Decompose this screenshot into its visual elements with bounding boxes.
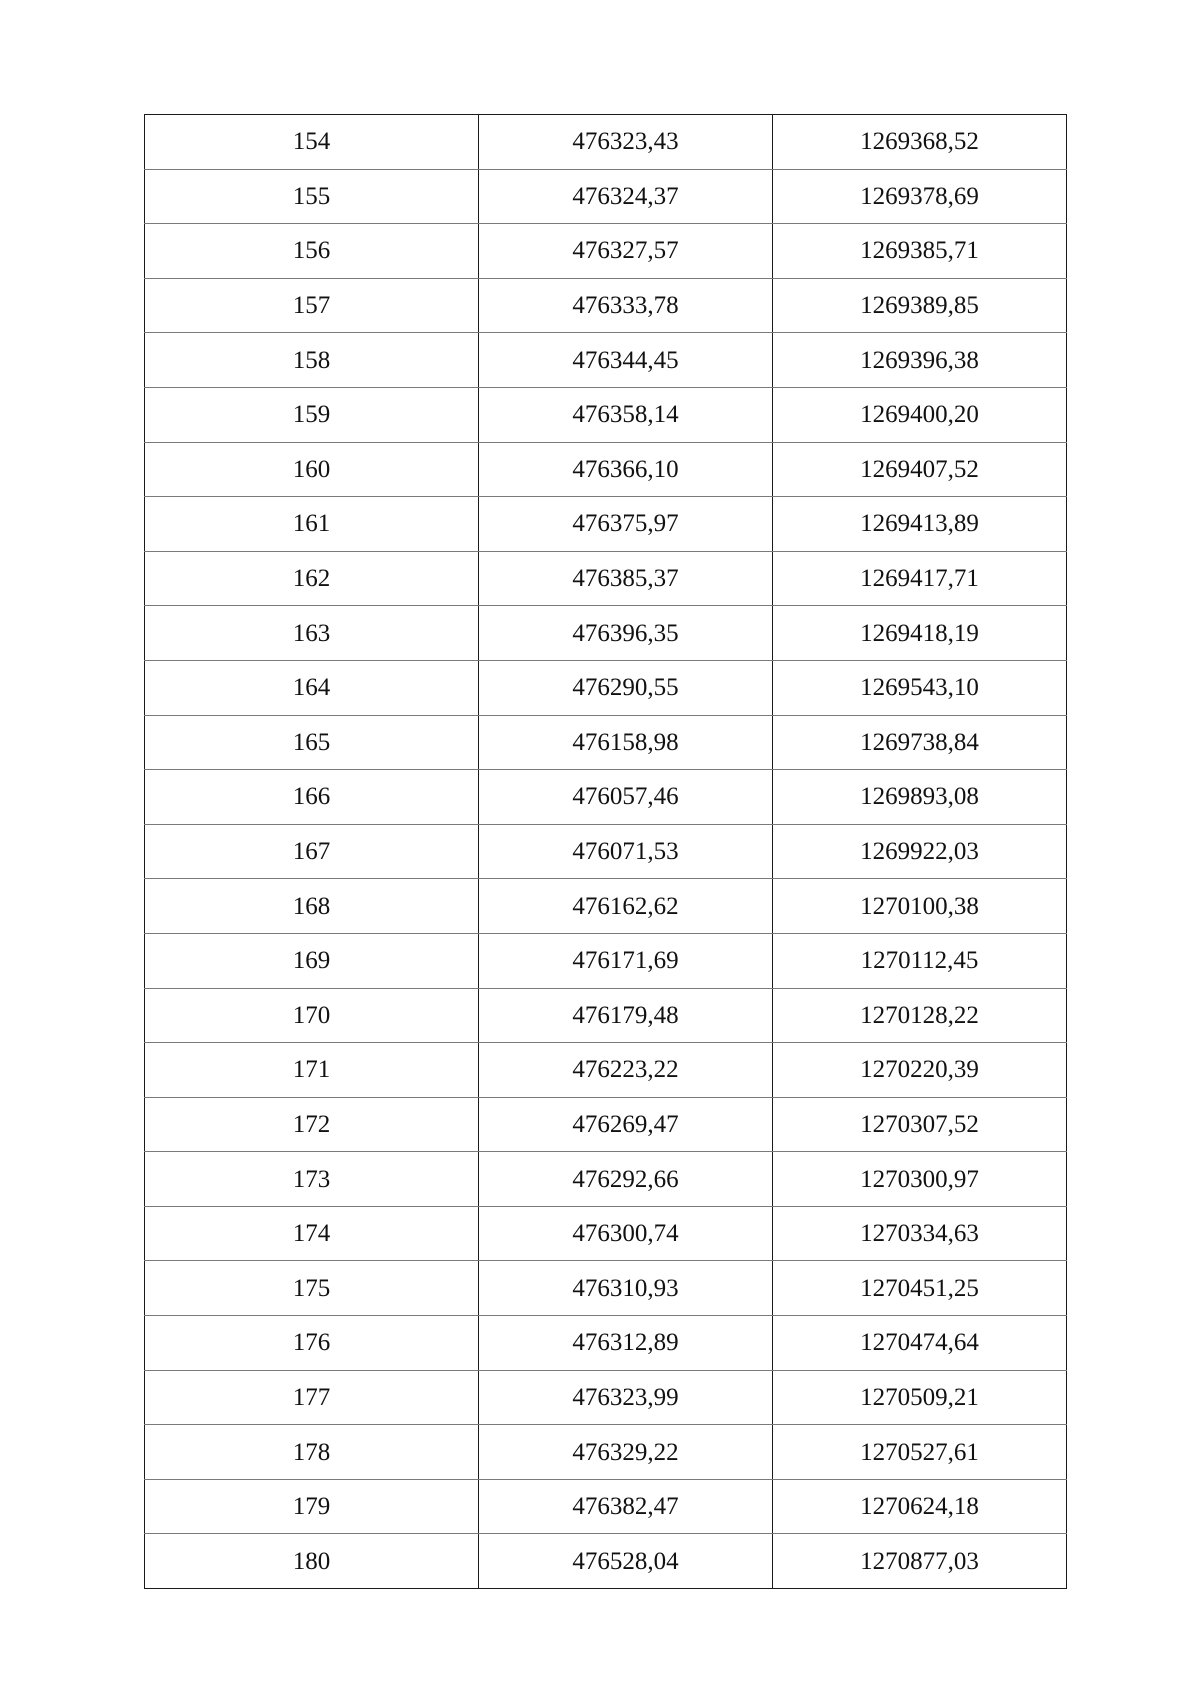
table-row [145, 1425, 1067, 1480]
point-number-cell: 173 [145, 1152, 479, 1207]
point-number-cell: 154 [145, 115, 479, 170]
y-coordinate-cell: 1270527,61 [773, 1425, 1067, 1480]
point-number-cell: 164 [145, 660, 479, 715]
x-coordinate-cell: 476327,57 [479, 224, 773, 279]
point-number-cell: 175 [145, 1261, 479, 1316]
x-coordinate-cell: 476312,89 [479, 1316, 773, 1371]
x-coordinate-cell: 476333,78 [479, 278, 773, 333]
table-row [145, 988, 1067, 1043]
y-coordinate-cell: 1269738,84 [773, 715, 1067, 770]
point-number-cell: 174 [145, 1206, 479, 1261]
x-coordinate-cell: 476057,46 [479, 770, 773, 825]
table-row [145, 115, 1067, 170]
x-coordinate-cell: 476300,74 [479, 1206, 773, 1261]
y-coordinate-cell: 1270877,03 [773, 1534, 1067, 1589]
point-number-cell: 157 [145, 278, 479, 333]
table-row [145, 933, 1067, 988]
y-coordinate-cell: 1269400,20 [773, 387, 1067, 442]
x-coordinate-cell: 476324,37 [479, 169, 773, 224]
table-row [145, 1206, 1067, 1261]
x-coordinate-cell: 476375,97 [479, 497, 773, 552]
table-row [145, 551, 1067, 606]
y-coordinate-cell: 1269417,71 [773, 551, 1067, 606]
x-coordinate-cell: 476396,35 [479, 606, 773, 661]
table-row [145, 1534, 1067, 1589]
y-coordinate-cell: 1270112,45 [773, 933, 1067, 988]
y-coordinate-cell: 1270624,18 [773, 1479, 1067, 1534]
x-coordinate-cell: 476382,47 [479, 1479, 773, 1534]
x-coordinate-cell: 476269,47 [479, 1097, 773, 1152]
y-coordinate-cell: 1269418,19 [773, 606, 1067, 661]
x-coordinate-cell: 476385,37 [479, 551, 773, 606]
point-number-cell: 163 [145, 606, 479, 661]
x-coordinate-cell: 476162,62 [479, 879, 773, 934]
x-coordinate-cell: 476344,45 [479, 333, 773, 388]
table-row [145, 387, 1067, 442]
y-coordinate-cell: 1269378,69 [773, 169, 1067, 224]
table-row [145, 1097, 1067, 1152]
y-coordinate-cell: 1270451,25 [773, 1261, 1067, 1316]
y-coordinate-cell: 1269368,52 [773, 115, 1067, 170]
x-coordinate-cell: 476158,98 [479, 715, 773, 770]
y-coordinate-cell: 1269385,71 [773, 224, 1067, 279]
point-number-cell: 178 [145, 1425, 479, 1480]
table-row [145, 1479, 1067, 1534]
x-coordinate-cell: 476323,43 [479, 115, 773, 170]
table-row [145, 1370, 1067, 1425]
y-coordinate-cell: 1269413,89 [773, 497, 1067, 552]
point-number-cell: 159 [145, 387, 479, 442]
point-number-cell: 171 [145, 1043, 479, 1098]
table-row [145, 1043, 1067, 1098]
point-number-cell: 172 [145, 1097, 479, 1152]
point-number-cell: 177 [145, 1370, 479, 1425]
y-coordinate-cell: 1270128,22 [773, 988, 1067, 1043]
x-coordinate-cell: 476358,14 [479, 387, 773, 442]
y-coordinate-cell: 1270509,21 [773, 1370, 1067, 1425]
table-row [145, 224, 1067, 279]
y-coordinate-cell: 1270100,38 [773, 879, 1067, 934]
point-number-cell: 155 [145, 169, 479, 224]
x-coordinate-cell: 476366,10 [479, 442, 773, 497]
point-number-cell: 158 [145, 333, 479, 388]
table-row [145, 715, 1067, 770]
table-row [145, 660, 1067, 715]
point-number-cell: 180 [145, 1534, 479, 1589]
x-coordinate-cell: 476323,99 [479, 1370, 773, 1425]
point-number-cell: 168 [145, 879, 479, 934]
point-number-cell: 166 [145, 770, 479, 825]
table-row [145, 169, 1067, 224]
y-coordinate-cell: 1270220,39 [773, 1043, 1067, 1098]
x-coordinate-cell: 476292,66 [479, 1152, 773, 1207]
table-row [145, 606, 1067, 661]
y-coordinate-cell: 1269543,10 [773, 660, 1067, 715]
x-coordinate-cell: 476329,22 [479, 1425, 773, 1480]
y-coordinate-cell: 1269922,03 [773, 824, 1067, 879]
y-coordinate-cell: 1270307,52 [773, 1097, 1067, 1152]
coordinates-table-body [145, 115, 1067, 1589]
y-coordinate-cell: 1269389,85 [773, 278, 1067, 333]
point-number-cell: 165 [145, 715, 479, 770]
x-coordinate-cell: 476071,53 [479, 824, 773, 879]
x-coordinate-cell: 476528,04 [479, 1534, 773, 1589]
table-row [145, 278, 1067, 333]
table-row [145, 770, 1067, 825]
x-coordinate-cell: 476223,22 [479, 1043, 773, 1098]
point-number-cell: 162 [145, 551, 479, 606]
table-row [145, 333, 1067, 388]
point-number-cell: 156 [145, 224, 479, 279]
table-row [145, 824, 1067, 879]
point-number-cell: 179 [145, 1479, 479, 1534]
table-row [145, 497, 1067, 552]
y-coordinate-cell: 1269396,38 [773, 333, 1067, 388]
x-coordinate-cell: 476310,93 [479, 1261, 773, 1316]
x-coordinate-cell: 476290,55 [479, 660, 773, 715]
y-coordinate-cell: 1269407,52 [773, 442, 1067, 497]
point-number-cell: 161 [145, 497, 479, 552]
table-row [145, 879, 1067, 934]
y-coordinate-cell: 1269893,08 [773, 770, 1067, 825]
point-number-cell: 169 [145, 933, 479, 988]
x-coordinate-cell: 476171,69 [479, 933, 773, 988]
table-row [145, 1152, 1067, 1207]
x-coordinate-cell: 476179,48 [479, 988, 773, 1043]
table-row [145, 442, 1067, 497]
point-number-cell: 167 [145, 824, 479, 879]
point-number-cell: 160 [145, 442, 479, 497]
y-coordinate-cell: 1270334,63 [773, 1206, 1067, 1261]
y-coordinate-cell: 1270474,64 [773, 1316, 1067, 1371]
coordinates-table [144, 114, 1067, 1589]
point-number-cell: 176 [145, 1316, 479, 1371]
table-row [145, 1261, 1067, 1316]
table-row [145, 1316, 1067, 1371]
y-coordinate-cell: 1270300,97 [773, 1152, 1067, 1207]
point-number-cell: 170 [145, 988, 479, 1043]
